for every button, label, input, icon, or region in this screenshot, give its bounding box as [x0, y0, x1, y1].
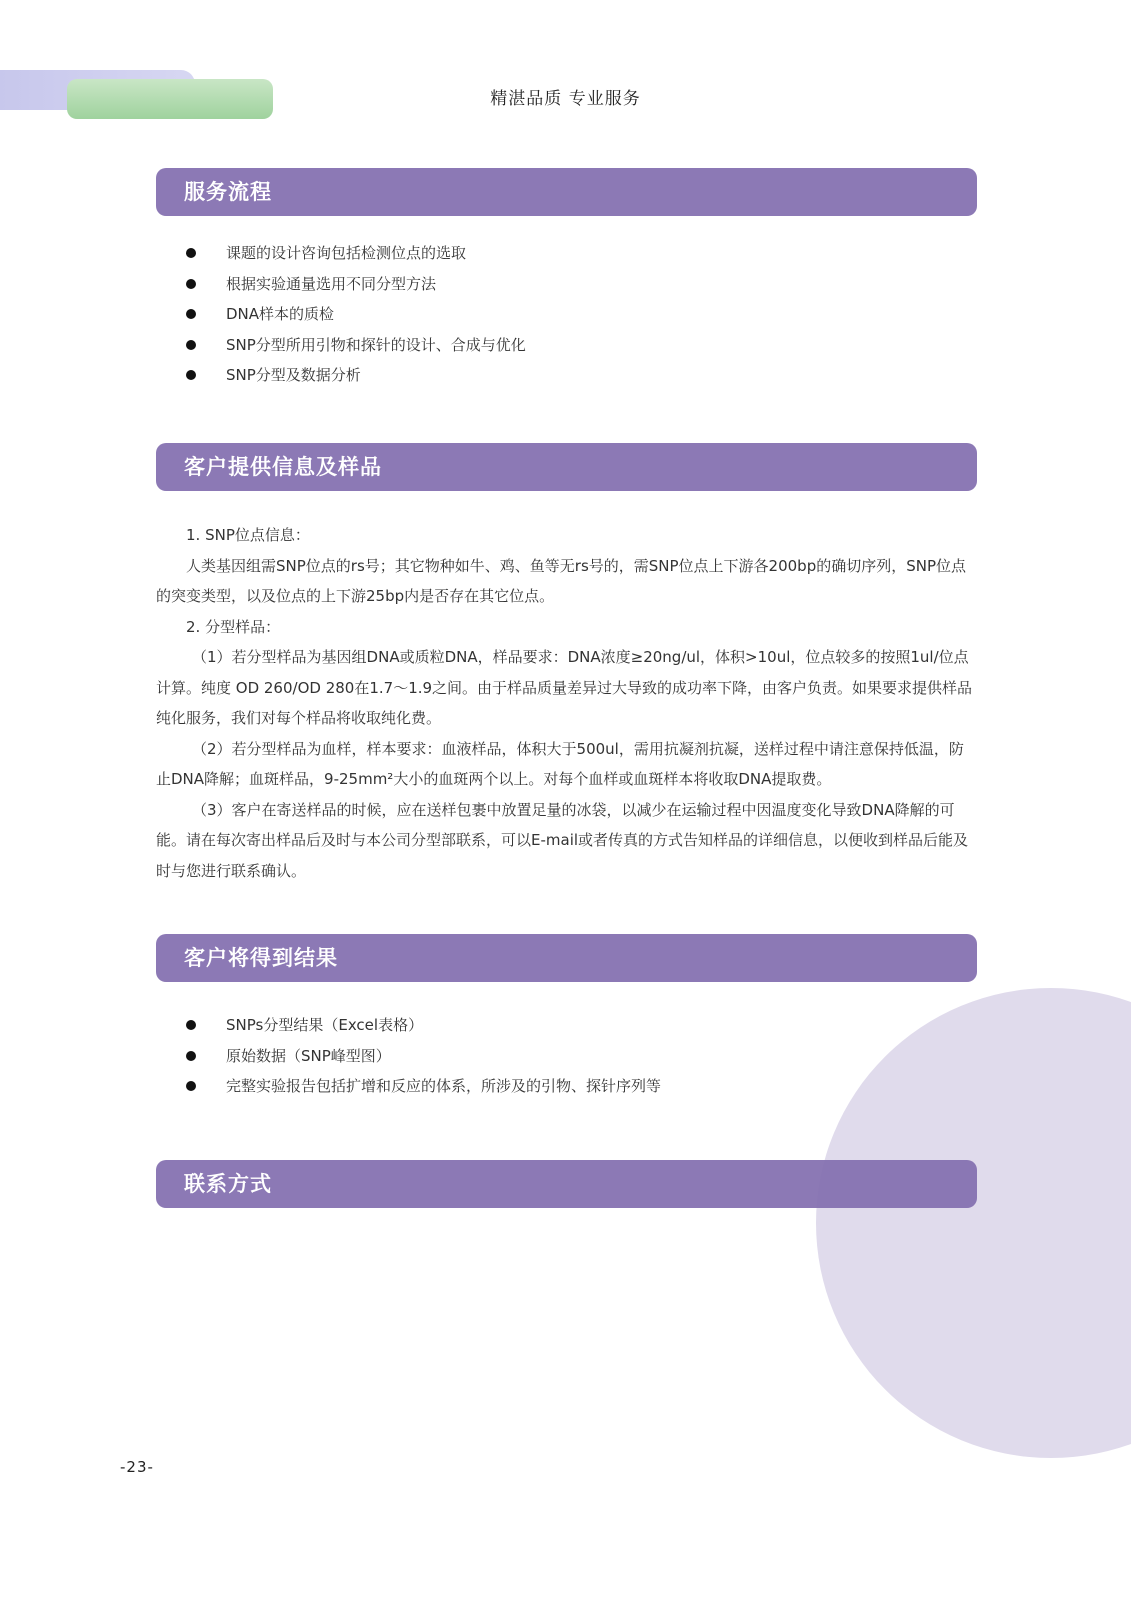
sample-item-dna: （1）若分型样品为基因组DNA或质粒DNA，样品要求：DNA浓度≥20ng/ul，体积>10ul，位点较多的按照1ul/位点计算。纯度 OD 260/OD 280在1.7～1.9之间。由于样品质量差异过大导致的成功率下降，由客户负责。如果要求提供样品纯化服务，我们对每个样品将收取纯化费。	[156, 648, 973, 727]
list-item: DNA样本的质检	[186, 299, 526, 330]
page-header-title: 精湛品质 专业服务	[490, 89, 641, 109]
section-header-results: 客户将得到结果	[156, 934, 977, 982]
sample-item-blood: （2）若分型样品为血样，样本要求：血液样品，体积大于500ul，需用抗凝剂抗凝，送样过程中请注意保持低温，防止DNA降解；血斑样品，9-25mm²大小的血斑两个以上。对每个血样或血斑样本将收取DNA提取费。	[156, 739, 964, 788]
page-number: -23-	[120, 1458, 154, 1476]
list-item: 根据实验通量选用不同分型方法	[186, 269, 526, 300]
bullet-icon	[186, 370, 196, 380]
section-header-service-flow: 服务流程	[156, 168, 977, 216]
decorative-circle	[816, 988, 1131, 1458]
sample-item-shipping: （3）客户在寄送样品的时候，应在送样包裹中放置足量的冰袋，以减少在运输过程中因温度变化导致DNA降解的可能。请在每次寄出样品后及时与本公司分型部联系，可以E-mail或者传真的方式告知样品的详细信息，以便收到样品后能及时与您进行联系确认。	[156, 800, 969, 880]
list-item: SNP分型及数据分析	[186, 360, 526, 391]
bullet-icon	[186, 340, 196, 350]
bullet-icon	[186, 1081, 196, 1091]
bullet-icon	[186, 309, 196, 319]
snp-info-text: 人类基因组需SNP位点的rs号；其它物种如牛、鸡、鱼等无rs号的，需SNP位点上下游各200bp的确切序列，SNP位点的突变类型，以及位点的上下游25bp内是否存在其它位点。	[156, 556, 967, 605]
results-list	[186, 1010, 661, 1102]
list-item: 课题的设计咨询包括检测位点的选取	[186, 238, 526, 269]
list-item: 完整实验报告包括扩增和反应的体系，所涉及的引物、探针序列等	[186, 1071, 661, 1102]
list-item: SNP分型所用引物和探针的设计、合成与优化	[186, 330, 526, 361]
section-header-contact: 联系方式	[156, 1160, 977, 1208]
section-header-customer-info: 客户提供信息及样品	[156, 443, 977, 491]
list-item: 原始数据（SNP峰型图）	[186, 1041, 661, 1072]
list-item: SNPs分型结果（Excel表格）	[186, 1010, 661, 1041]
sample-heading: 2. 分型样品：	[186, 617, 281, 636]
bullet-icon	[186, 248, 196, 258]
snp-info-heading: 1. SNP位点信息：	[186, 526, 310, 544]
bullet-icon	[186, 1051, 196, 1061]
customer-info-body	[156, 520, 977, 886]
service-flow-list	[186, 238, 526, 391]
bullet-icon	[186, 1020, 196, 1030]
bullet-icon	[186, 279, 196, 289]
